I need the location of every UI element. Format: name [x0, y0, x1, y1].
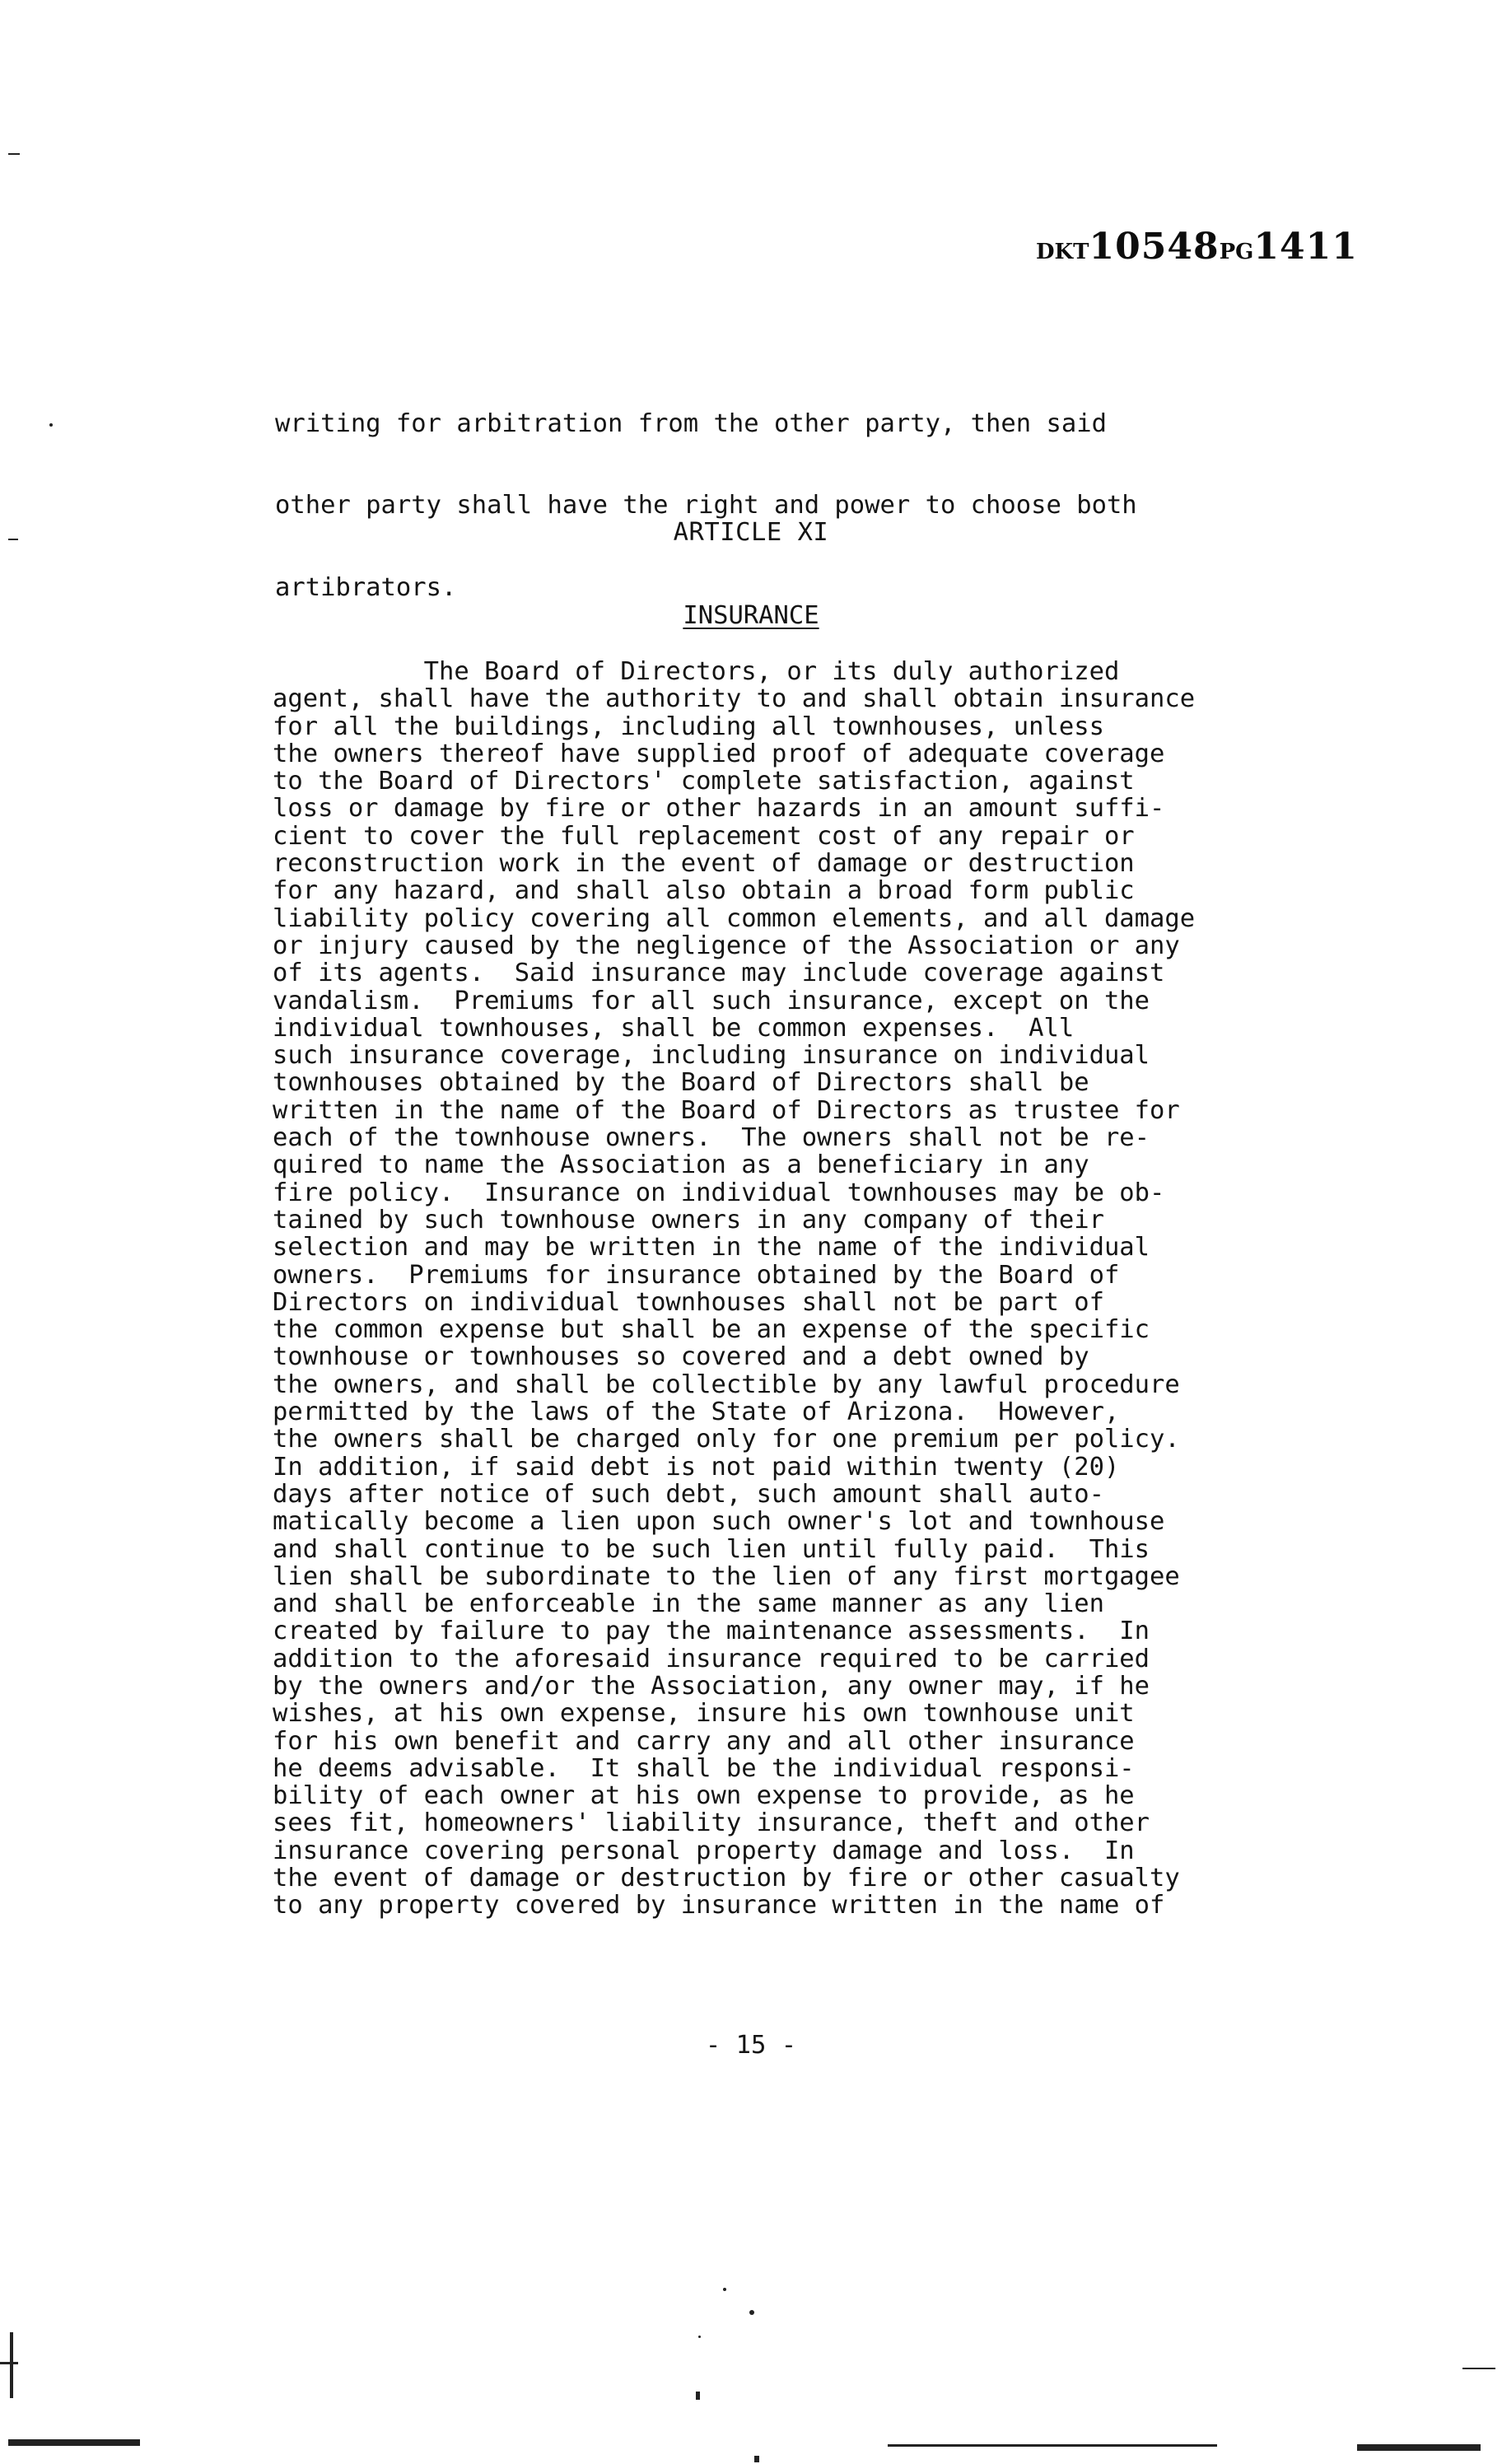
scan-mark	[8, 2439, 140, 2446]
text-line: created by failure to pay the maintenance assessments. In	[273, 1617, 1150, 1646]
text-line: insurance covering personal property damage and loss. In	[273, 1836, 1135, 1865]
text-line: and shall continue to be such lien until fully paid. This	[273, 1534, 1150, 1564]
text-line: writing for arbitration from the other party, then said	[275, 408, 1107, 438]
section-heading	[0, 602, 1502, 629]
scan-mark	[49, 423, 53, 427]
text-line: and shall be enforceable in the same manner as any lien	[273, 1589, 1104, 1619]
text-line: bility of each owner at his own expense to provide, as he	[273, 1781, 1135, 1811]
scan-mark	[0, 2362, 18, 2364]
text-line: townhouses obtained by the Board of Directors shall be	[273, 1068, 1089, 1098]
text-line: townhouse or townhouses so covered and a debt owned by	[273, 1342, 1089, 1372]
docket-book-number: 10548	[1089, 226, 1220, 268]
text-line: the event of damage or destruction by fire or other casualty	[273, 1864, 1180, 1893]
docket-page-prefix: PG	[1219, 240, 1254, 264]
text-line: written in the name of the Board of Directors as trustee for	[273, 1095, 1180, 1125]
text-line: tained by such townhouse owners in any company of their	[273, 1205, 1104, 1234]
text-line: the owners shall be charged only for one premium per policy.	[273, 1425, 1180, 1454]
text-line: individual townhouses, shall be common expenses. All	[273, 1013, 1075, 1043]
article-heading: ARTICLE XI	[673, 518, 829, 547]
scan-mark	[698, 2336, 701, 2338]
text-line: permitted by the laws of the State of Arizona. However,	[273, 1398, 1120, 1427]
text-line: each of the townhouse owners. The owners shall not be re-	[273, 1123, 1150, 1153]
text-line: vandalism. Premiums for all such insurance, except on the	[273, 986, 1150, 1015]
docket-number	[1036, 226, 1358, 268]
text-line: other party shall have the right and power to choose both	[275, 491, 1137, 520]
scan-mark	[754, 2456, 759, 2462]
text-line: quired to name the Association as a beneficiary in any	[273, 1150, 1089, 1180]
docket-page-number: 1411	[1253, 226, 1358, 268]
scan-mark	[1462, 2368, 1495, 2369]
scan-mark	[8, 153, 20, 155]
scan-mark	[696, 2392, 700, 2400]
text-line: sees fit, homeowners' liability insurance, theft and other	[273, 1808, 1150, 1838]
section-heading-text: INSURANCE	[683, 601, 819, 630]
text-line: the owners thereof have supplied proof of adequate coverage	[273, 739, 1165, 768]
text-line: owners. Premiums for insurance obtained by the Board of	[273, 1260, 1120, 1290]
page-number: - 15 -	[705, 2031, 797, 2060]
text-line: reconstruction work in the event of damage or destruction	[273, 849, 1135, 879]
text-line: days after notice of such debt, such amount shall auto-	[273, 1479, 1104, 1509]
text-line: or injury caused by the negligence of the Association or any	[273, 931, 1180, 960]
text-line: selection and may be written in the name of the individual	[273, 1233, 1150, 1262]
text-line: for all the buildings, including all townhouses, unless	[273, 712, 1104, 741]
insurance-paragraph	[273, 658, 1195, 1920]
text-line: fire policy. Insurance on individual townhouses may be ob-	[273, 1178, 1165, 1207]
docket-prefix: DKT	[1036, 240, 1089, 264]
text-line: he deems advisable. It shall be the individual responsi-	[273, 1753, 1135, 1783]
text-line: to any property covered by insurance written in the name of	[273, 1891, 1165, 1920]
text-line: the owners, and shall be collectible by any lawful procedure	[273, 1370, 1180, 1399]
text-line: agent, shall have the authority to and shall obtain insurance	[273, 684, 1196, 714]
text-line: the common expense but shall be an expense of the specific	[273, 1315, 1150, 1345]
text-line: artibrators.	[275, 573, 457, 603]
text-line: loss or damage by fire or other hazards in an amount suffi-	[273, 794, 1165, 824]
scan-mark	[1357, 2444, 1481, 2451]
scan-mark	[10, 2332, 13, 2398]
text-line: lien shall be subordinate to the lien of any first mortgagee	[273, 1561, 1180, 1591]
text-line: Directors on individual townhouses shall not be part of	[273, 1287, 1104, 1317]
text-line: by the owners and/or the Association, any owner may, if he	[273, 1671, 1150, 1701]
text-line: for any hazard, and shall also obtain a broad form public	[273, 876, 1135, 906]
text-line: The Board of Directors, or its duly authorized	[273, 657, 1120, 686]
text-line: matically become a lien upon such owner's lot and townhouse	[273, 1507, 1165, 1537]
text-line: for his own benefit and carry any and all other insurance	[273, 1726, 1135, 1756]
scan-mark	[749, 2310, 754, 2315]
text-line: In addition, if said debt is not paid within twenty (20)	[273, 1452, 1120, 1482]
text-line: liability policy covering all common elements, and all damage	[273, 903, 1196, 933]
text-line: to the Board of Directors' complete satisfaction, against	[273, 767, 1135, 796]
scan-mark	[8, 539, 18, 540]
text-line: of its agents. Said insurance may include coverage against	[273, 959, 1165, 988]
text-line: addition to the aforesaid insurance required to be carried	[273, 1644, 1150, 1673]
text-line: wishes, at his own expense, insure his own townhouse unit	[273, 1699, 1135, 1729]
text-line: such insurance coverage, including insurance on individual	[273, 1041, 1150, 1071]
scan-mark	[723, 2288, 726, 2291]
scan-mark	[888, 2444, 1217, 2447]
text-line: cient to cover the full replacement cost of any repair or	[273, 821, 1135, 851]
